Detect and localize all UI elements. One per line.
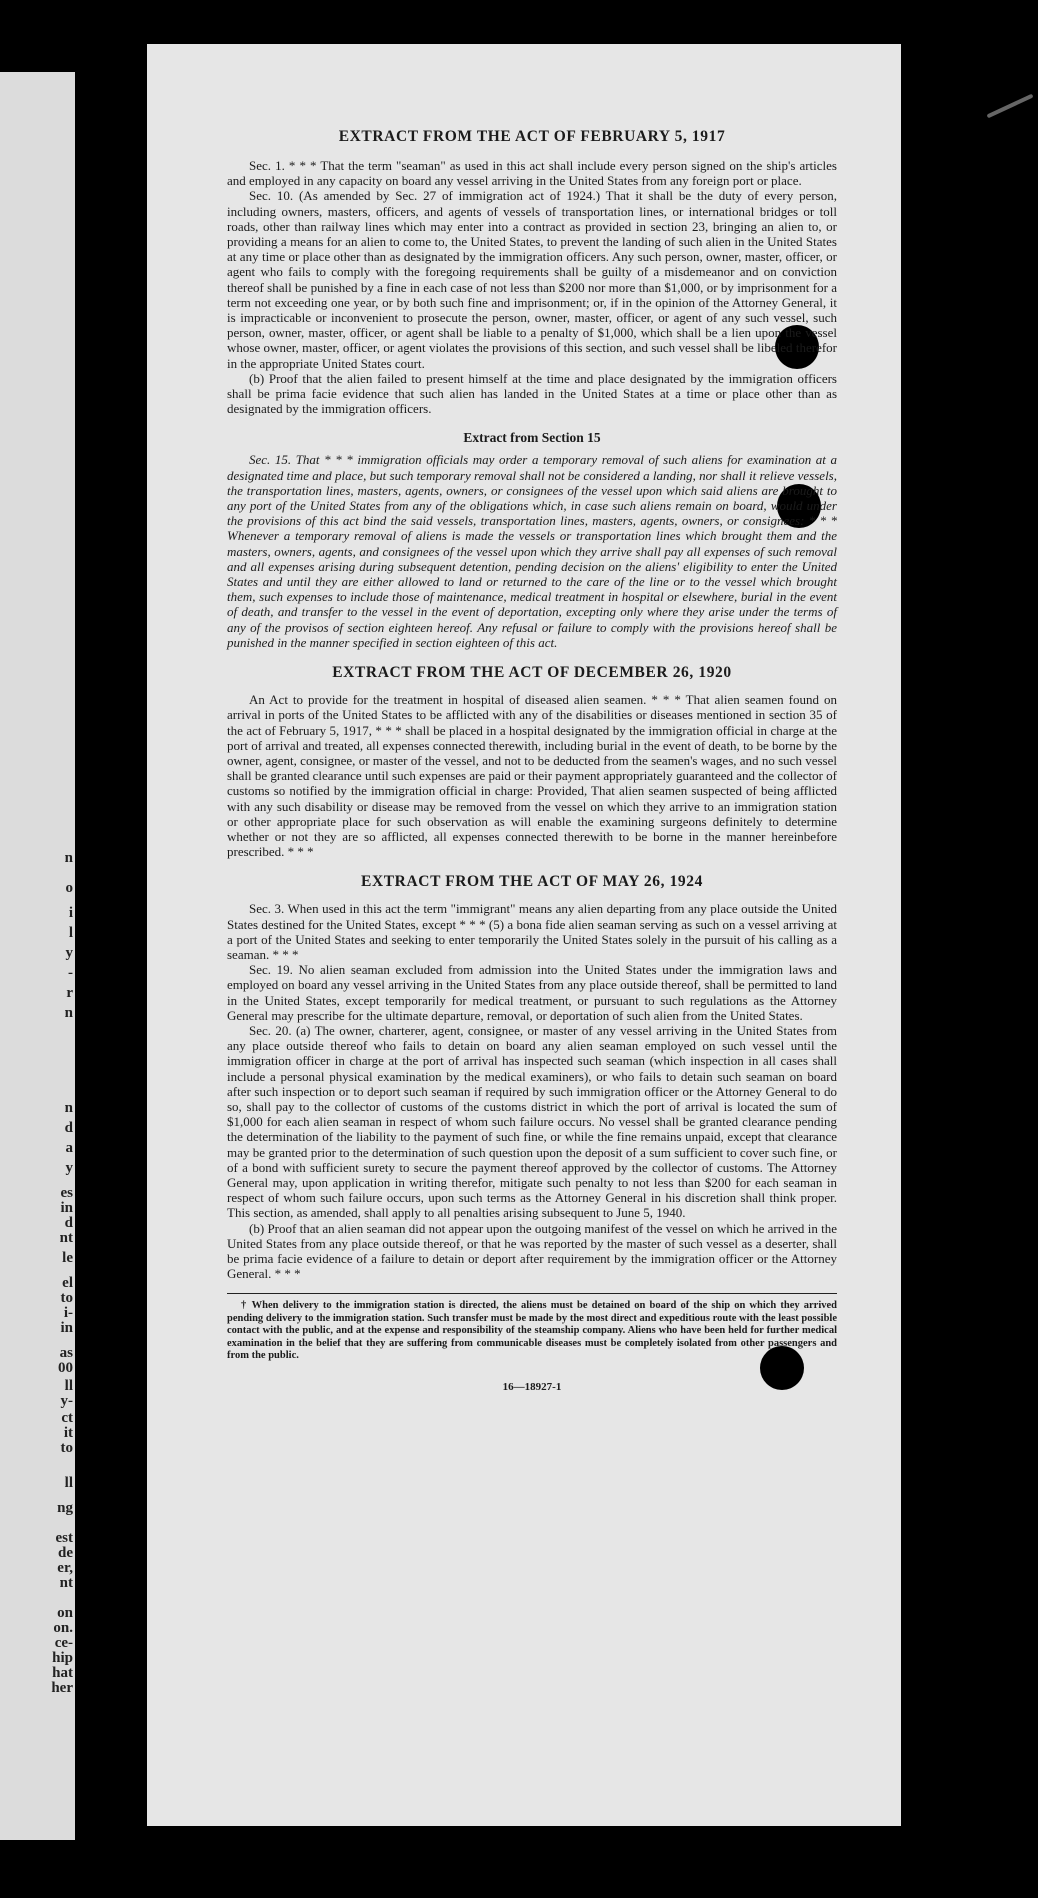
subsection-heading: Extract from Section 15 xyxy=(463,430,601,446)
section-heading: EXTRACT FROM THE ACT OF MAY 26, 1924 xyxy=(361,873,703,891)
adjacent-page-fragment: a xyxy=(65,1140,73,1156)
adjacent-page-fragment: in xyxy=(60,1320,73,1336)
paragraph: Sec. 19. No alien seaman excluded from admission into the United States under the immigration laws and employed on board any vessel arriving in the United States from any place outside thereof, shall be permitted to land in the United States, except temporarily for medical treatment, or pursuant to such regulations as the Attorney General may prescribe for the ultimate departure, removal, or deportation of such alien from the United States. xyxy=(227,962,837,1023)
paragraph: (b) Proof that an alien seaman did not appear upon the outgoing manifest of the vessel on which he arrived in the United States from any place outside thereof, or that he was reported by the master of such vessel as a deserter, shall be prima facie evidence of a failure to detain or deport after requirement by the immigration officer or the Attorney General. * * * xyxy=(227,1220,837,1282)
adjacent-page-fragment: er, xyxy=(57,1560,73,1576)
paragraph: Sec. 20. (a) The owner, charterer, agent, consignee, or master of any vessel arriving in the United States from any place outside thereof who fails to detain on board any alien seaman employed on such vessel until the immigration officer in charge at the port of arrival has inspected such seaman (which inspection in all cases shall include a personal physical examination by the medical examiners), or who fails to detain such seaman on board after such inspection or to deport such seaman if required by such immigration officer or the Attorney General to do so, shall pay to the collector of customs of the customs district in which the port of arrival is located the sum of $1,000 for each alien seaman in respect of whom such failure occurs. No vessel shall be granted clearance pending the determination of the liability to the payment of such fine, or while the fine remains unpaid, except that clearance may be granted prior to the determination of such question upon the deposit of a sum sufficient to cover such fine, or of a bond with sufficient surety to secure the payment thereof approved by the collector of customs. The Attorney General may, upon application in writing therefor, mitigate such penalty to not less than $200 for each seaman in respect of whom such failure occurs, upon such terms as the Attorney General in his discretion shall think proper. This section, as amended, shall apply to all penalties arising subsequent to June 5, 1940. xyxy=(227,1022,837,1221)
adjacent-page-fragment: el xyxy=(62,1275,73,1291)
section-heading: EXTRACT FROM THE ACT OF FEBRUARY 5, 1917 xyxy=(338,128,726,145)
document-page xyxy=(147,44,901,1826)
adjacent-page-fragment: y xyxy=(65,945,73,961)
adjacent-page-fragment: n xyxy=(64,1100,73,1116)
adjacent-page-fragment: d xyxy=(64,1215,73,1231)
adjacent-page-fragment: her xyxy=(51,1680,73,1696)
adjacent-page-fragment: - xyxy=(68,965,73,981)
document-content xyxy=(227,128,837,1393)
adjacent-page-fragment: on. xyxy=(53,1620,73,1636)
adjacent-page-fragment: i- xyxy=(63,1305,73,1321)
paragraph: Sec. 10. (As amended by Sec. 27 of immigration act of 1924.) That it shall be the duty of every person, including owners, masters, officers, and agents of vessels of transportation lines, or international bridges or toll roads, other than railway lines which may enter into a contract as provided in section 23, bringing an alien to, or providing a means for an alien to come to, the United States, to prevent the landing of such alien in the United States at any time or place other than as designated by the immigration officers. Any such person, owner, master, officer, or agent who fails to comply with the foregoing requirements shall be guilty of a misdemeanor and on conviction thereof shall be punished by a fine in each case of not less than $200 nor more than $1,000, or by imprisonment for a term not exceeding one year, or by both such fine and imprisonment; or, if in the opinion of the Attorney General, it is impracticable or inconvenient to prosecute the person, owner, master, officer, or agent of any such vessel, such person, owner, master, officer, or agent shall be liable to a penalty of $1,000, which shall be a lien upon the vessel whose owner, master, officer, or agent violates the provisions of this section, and such vessel shall be libeled therefor in the appropriate United States court. xyxy=(227,188,837,371)
adjacent-page-fragment: 00 xyxy=(58,1360,73,1376)
adjacent-page-fragment: it xyxy=(63,1425,73,1441)
adjacent-page-fragment: ng xyxy=(57,1500,73,1516)
adjacent-page-fragment: r xyxy=(66,985,73,1001)
adjacent-page-fragment: as xyxy=(59,1345,73,1361)
adjacent-page-fragment: y- xyxy=(60,1393,73,1409)
section-heading: EXTRACT FROM THE ACT OF DECEMBER 26, 1920 xyxy=(332,664,732,682)
adjacent-page-fragment: to xyxy=(60,1290,73,1306)
adjacent-page-fragment: es xyxy=(60,1185,73,1201)
adjacent-page-fragment: nt xyxy=(59,1575,73,1591)
adjacent-page-fragment: ll xyxy=(64,1475,73,1491)
adjacent-page-strip xyxy=(0,72,75,1840)
adjacent-page-fragment: n xyxy=(64,850,73,866)
paragraph: Sec. 3. When used in this act the term "immigrant" means any alien departing from any place outside the United States destined for the United States, except * * * (5) a bona fide alien seaman serving as such on a vessel arriving at a port of the United States and seeking to enter temporarily the United States solely in the pursuit of his calling as a seaman. * * * xyxy=(227,901,837,962)
adjacent-page-fragment: nt xyxy=(59,1230,73,1246)
adjacent-page-fragment: to xyxy=(60,1440,73,1456)
adjacent-page-fragment: in xyxy=(60,1200,73,1216)
adjacent-page-fragment: o xyxy=(65,880,73,896)
paragraph: (b) Proof that the alien failed to present himself at the time and place designated by the immigration officers shall be prima facie evidence that such alien has landed in the United States at a time or place other than as designated by the immigration officers. xyxy=(227,370,837,417)
paragraph: An Act to provide for the treatment in hospital of diseased alien seamen. * * * That alien seamen found on arrival in ports of the United States to be afflicted with any of the disabilities or diseases mentioned in section 35 of the act of February 5, 1917, * * * shall be placed in a hospital designated by the immigration official in charge at the port of arrival and treated, all expenses connected therewith, including burial in the event of death, to be borne by the owner, agent, consignee, or master of the vessel, and not to be deducted from the seamen's wages, and no such vessel shall be granted clearance until such expenses are paid or their payment appropriately guaranteed and the collector of customs so notified by the immigration official in charge: Provided, That alien seamen suspected of being afflicted with any such disability or disease may be removed from the vessel on which they arrive to an immigration station or other appropriate place for such observation as will enable the examining surgeons definitely to determine whether or not they are so afflicted, all expenses connected therewith to be borne in the manner hereinbefore prescribed. * * * xyxy=(227,692,837,860)
footnote: † When delivery to the immigration station is directed, the aliens must be detained on board of the ship on which they arrived pending delivery to the immigration station. Such transfer must be made by the most direct and expeditious route with the least possible contact with the public, and at the expense and responsibility of the steamship company. Aliens who have been held for further medical examination in the belief that they are suffering from communicable diseases must be completely isolated from other passengers and from the public. xyxy=(227,1300,837,1362)
adjacent-page-fragment: n xyxy=(64,1005,73,1021)
footnote-rule xyxy=(227,1293,837,1294)
adjacent-page-fragment: d xyxy=(64,1120,73,1136)
adjacent-page-fragment: est xyxy=(55,1530,73,1546)
adjacent-page-fragment: l xyxy=(68,925,73,941)
adjacent-page-fragment: y xyxy=(65,1160,73,1176)
adjacent-page-fragment: hat xyxy=(52,1665,73,1681)
scratch-mark xyxy=(986,94,1033,119)
paragraph: Sec. 15. That * * * immigration officials may order a temporary removal of such aliens for examination at a designated time and place, but such temporary removal shall not be considered a landing, nor shall it relieve vessels, the transportation lines, masters, agents, owners, or consignees of the vessel upon which said aliens are brought to any port of the United States from any of the obligations which, in case such aliens remain on board, would under the provisions of this act bind the said vessels, transportation lines, masters, agents, owners, or consignees: * * * Whenever a temporary removal of aliens is made the vessels or transportation lines which brought them and the masters, owners, agents, and consignees of the vessel upon which they arrive shall pay all expenses of such removal and all expenses arising during subsequent detention, pending decision on the aliens' eligibility to enter the United States and until they are either allowed to land or returned to the care of the line or to the vessel which brought them, such expenses to include those of maintenance, medical treatment in hospital or elsewhere, burial in the event of death, and transfer to the vessel in the event of deportation, excepting only where they arise under the terms of any of the provisos of section eighteen hereof. Any refusal or failure to comply with the provisions hereof shall be punished in the manner specified in section eighteen of this act. xyxy=(227,452,837,650)
adjacent-page-fragment: de xyxy=(58,1545,73,1561)
adjacent-page-fragment: i xyxy=(68,905,73,921)
adjacent-page-fragment: ct xyxy=(61,1410,73,1426)
adjacent-page-fragment: ll xyxy=(64,1378,73,1394)
adjacent-page-fragment: hip xyxy=(52,1650,73,1666)
adjacent-page-fragment: on xyxy=(57,1605,73,1621)
paragraph: Sec. 1. * * * That the term "seaman" as used in this act shall include every person signed on the ship's articles and employed in any capacity on board any vessel arriving in the United States from any foreign port or place. xyxy=(227,158,837,189)
form-code: 16—18927-1 xyxy=(502,1380,562,1393)
adjacent-page-fragment: le xyxy=(62,1250,73,1266)
adjacent-page-fragment: ce- xyxy=(54,1635,73,1651)
